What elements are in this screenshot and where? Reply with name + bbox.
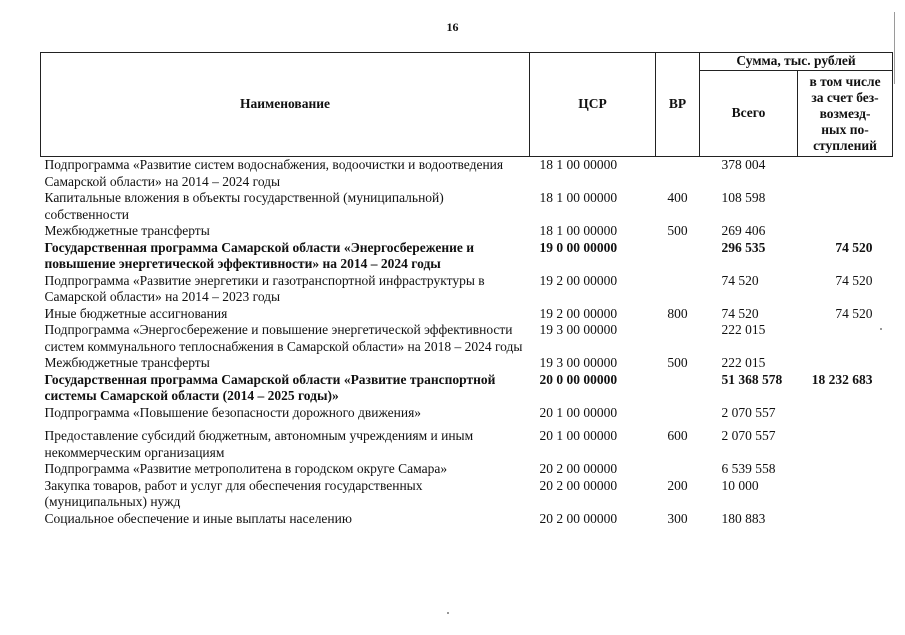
table-row: [41, 273, 893, 306]
table-body: [41, 157, 893, 528]
row-extra: [798, 478, 893, 511]
table-header: [41, 53, 893, 157]
row-total: 2 070 557: [721, 404, 776, 420]
row-name: Подпрограмма «Развитие метрополитена в городском округе Самара»: [44, 461, 448, 476]
row-name: Подпрограмма «Развитие энергетики и газотранспортной инфраструктуры в Самарской области» на 2014 – 2023 годы: [44, 272, 485, 304]
table-row: [41, 157, 893, 191]
row-csr: 20 2 00 00000: [539, 461, 618, 476]
row-vr: 400: [667, 190, 688, 205]
row-total: 180 883: [721, 510, 766, 526]
row-name: Закупка товаров, работ и услуг для обеспечения государственных (муниципальных) нужд: [44, 477, 423, 509]
row-extra: 74 520: [835, 239, 873, 255]
row-total: 74 520: [721, 305, 759, 321]
row-total: 108 598: [721, 190, 766, 205]
row-csr: 19 2 00 00000: [539, 272, 618, 288]
row-vr: [656, 461, 700, 478]
row-extra: [798, 355, 893, 372]
table-row: [41, 405, 893, 429]
row-csr: 20 1 00 00000: [539, 404, 618, 420]
scan-edge-line: [894, 12, 895, 84]
row-vr: 500: [667, 355, 688, 370]
row-extra: [798, 190, 893, 223]
scan-speck: [447, 612, 449, 614]
row-csr: 19 2 00 00000: [539, 305, 618, 321]
row-name: Подпрограмма «Энергосбережение и повышение энергетической эффективности систем коммунального теплоснабжения в Самарской области» на 2018 – 2024 годы: [44, 322, 523, 354]
table-row: [41, 306, 893, 323]
row-extra: [798, 223, 893, 240]
header-extra-line: ступлений: [813, 137, 877, 153]
budget-table: [40, 52, 893, 527]
header-extra-line: за счет без-: [811, 89, 879, 105]
row-name: Капитальные вложения в объекты государственной (муниципальной) собственности: [44, 190, 444, 222]
row-name: Подпрограмма «Развитие систем водоснабжения, водоочистки и водоотведения Самарской области» на 2014 – 2024 годы: [44, 157, 504, 189]
row-vr: 800: [667, 305, 688, 321]
row-csr: 20 1 00 00000: [539, 428, 618, 443]
row-vr: [656, 405, 700, 429]
table-row: [41, 478, 893, 511]
row-csr: 19 0 00 00000: [539, 239, 618, 255]
row-csr: 19 3 00 00000: [539, 322, 618, 337]
row-extra: [798, 405, 893, 429]
row-total: 10 000: [721, 477, 759, 493]
row-extra: [798, 511, 893, 528]
row-total: 74 520: [721, 272, 759, 288]
header-name: Наименование: [41, 53, 530, 157]
row-name: Межбюджетные трансферты: [44, 355, 210, 370]
row-csr: 20 2 00 00000: [539, 510, 618, 526]
row-name: Иные бюджетные ассигнования: [44, 305, 228, 321]
row-total: 378 004: [721, 157, 766, 172]
header-vr: ВР: [656, 53, 700, 157]
row-extra: [798, 157, 893, 191]
row-csr: 18 1 00 00000: [539, 223, 618, 238]
row-name: Социальное обеспечение и иные выплаты населению: [44, 510, 352, 526]
row-vr: [656, 240, 700, 273]
header-extra: [798, 71, 893, 157]
row-csr: 20 0 00 00000: [539, 371, 618, 387]
header-sum: Сумма, тыс. рублей: [700, 53, 893, 71]
row-csr: 19 3 00 00000: [539, 355, 618, 370]
row-total: 2 070 557: [721, 428, 776, 443]
row-total: 222 015: [721, 355, 766, 370]
row-csr: 18 1 00 00000: [539, 157, 618, 172]
table-row: [41, 461, 893, 478]
row-total: 51 368 578: [721, 371, 783, 387]
table-row: [41, 240, 893, 273]
header-extra-line: в том числе: [809, 73, 881, 89]
row-extra: [798, 322, 893, 355]
row-csr: 20 2 00 00000: [539, 477, 618, 493]
row-name: Подпрограмма «Повышение безопасности дорожного движения»: [44, 404, 422, 420]
row-name: Государственная программа Самарской области «Развитие транспортной системы Самарской области (2014 – 2025 годы)»: [44, 371, 496, 403]
row-extra: 74 520: [835, 305, 873, 321]
row-total: 6 539 558: [721, 461, 776, 476]
row-vr: [656, 322, 700, 355]
row-extra: 74 520: [835, 272, 873, 288]
row-vr: [656, 273, 700, 306]
header-extra-line: ных по-: [821, 121, 869, 137]
row-csr: 18 1 00 00000: [539, 190, 618, 205]
row-name: Предоставление субсидий бюджетным, автономным учреждениям и иным некоммерческим организациям: [44, 428, 474, 460]
row-total: 269 406: [721, 223, 766, 238]
table-row: [41, 372, 893, 405]
row-extra: 18 232 683: [811, 371, 873, 387]
table-row: [41, 428, 893, 461]
row-vr: [656, 157, 700, 191]
row-name: Межбюджетные трансферты: [44, 223, 210, 238]
row-name: Государственная программа Самарской области «Энергосбережение и повышение энергетической эффективности» на 2014 – 2024 годы: [44, 239, 475, 271]
table-row: [41, 355, 893, 372]
row-extra: [798, 428, 893, 461]
row-vr: 500: [667, 223, 688, 238]
row-extra: [798, 461, 893, 478]
header-csr: ЦСР: [530, 53, 656, 157]
table-row: [41, 322, 893, 355]
table-row: [41, 223, 893, 240]
header-total: Всего: [700, 71, 798, 157]
row-vr: 600: [667, 428, 688, 443]
row-vr: [656, 372, 700, 405]
table-row: [41, 190, 893, 223]
row-vr: 200: [667, 477, 688, 493]
row-total: 296 535: [721, 239, 766, 255]
row-vr: 300: [667, 510, 688, 526]
header-extra-line: возмезд-: [819, 105, 871, 121]
table-row: [41, 511, 893, 528]
row-total: 222 015: [721, 322, 766, 337]
page-number: 16: [446, 20, 459, 34]
